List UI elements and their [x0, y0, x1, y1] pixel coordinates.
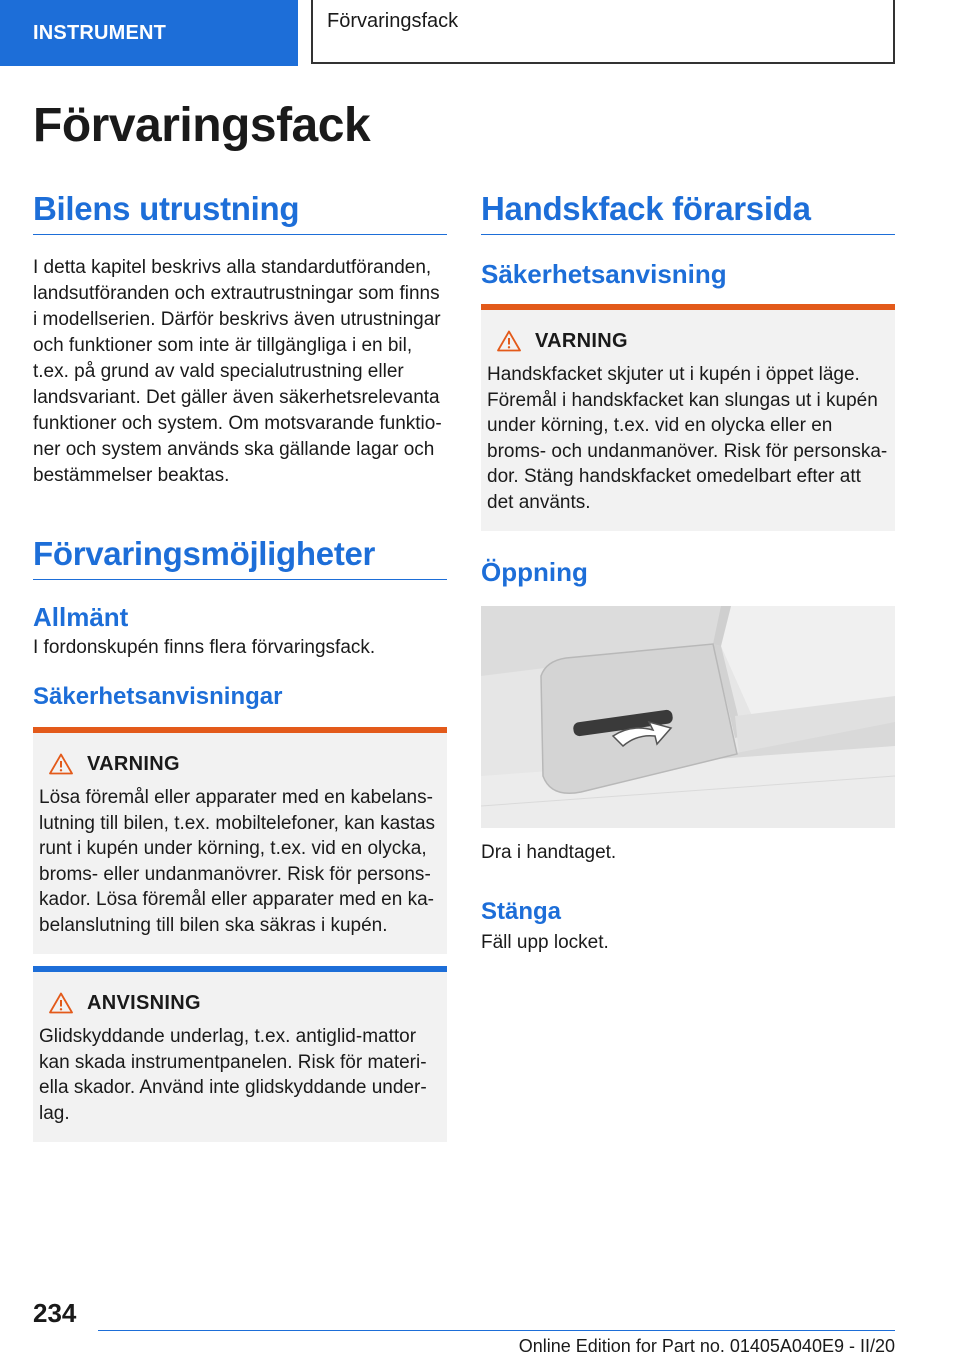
- glovebox-warning-label: VARNING: [535, 329, 628, 352]
- footer-edition: Online Edition for Part no. 01405A040E9 - II/20: [518, 1336, 895, 1356]
- figure-caption: Dra i handtaget.: [481, 842, 617, 863]
- storage-heading: Förvaringsmöjligheter: [33, 535, 447, 580]
- notice-box-header: [39, 986, 441, 1020]
- glovebox-warning-text: Handskfacket skjuter ut i kupén i öppet läge. Föremål i handskfacket kan slungas ut i kupén under körning, t.ex. vid en olycka eller en broms- och undanmanöver. Risk för personskador. Stäng handskfacket omedelbart efter att det använts.: [487, 364, 888, 513]
- equipment-heading: Bilens utrustning: [33, 190, 447, 235]
- close-heading: Stänga: [481, 898, 562, 925]
- right-column: [481, 190, 895, 956]
- warning-box: [33, 727, 447, 954]
- glovebox-warning-header: [487, 324, 889, 358]
- close-text: Fäll upp locket.: [481, 932, 609, 953]
- warning-triangle-icon: [497, 330, 521, 352]
- footer-divider: [98, 1330, 895, 1331]
- notice-box: [33, 966, 447, 1142]
- glovebox-figure: [481, 606, 895, 828]
- glovebox-heading: Handskfack förarsida: [481, 190, 895, 235]
- warning-text: Lösa föremål eller apparater med en kabelanslutning till bilen, t.ex. mobiltelefoner, kan kastas runt i kupén under körning, t.ex. vid en olycka, broms- eller undanmanövrer. Risk för personskador. Lösa föremål eller apparater med en kabelanslutning till bilen ska säkras i kupén.: [39, 787, 436, 936]
- page-title: Förvaringsfack: [33, 99, 371, 152]
- glovebox-illustration: [481, 606, 895, 828]
- equipment-text: I detta kapitel beskrivs alla standardutföranden, landsutföranden och extrautrustningar som finns i modellserien. Därför beskrivs även utrustningar och funktioner som inte är tillgängliga i en bil, t.ex. på grund av vald specialutrustning eller landsvariant. Det gäller även säkerhetsrelevanta funktioner och system. Om motsvarande funktioner och system används ska gällande lagar och bestämmelser beaktas.: [33, 257, 442, 486]
- warning-triangle-icon: [49, 753, 73, 775]
- notice-text: Glidskyddande underlag, t.ex. antiglid-mattor kan skada instrumentpanelen. Risk för materiella skador. Använd inte glidskyddande underlag.: [39, 1026, 427, 1124]
- left-column: [33, 190, 447, 1142]
- notice-label: ANVISNING: [87, 991, 201, 1014]
- safety-heading: Säkerhetsanvisningar: [33, 683, 283, 710]
- opening-heading: Öppning: [481, 557, 588, 587]
- general-text: I fordonskupén finns flera förvaringsfack.: [33, 637, 376, 658]
- glovebox-warning-box: [481, 304, 895, 531]
- warning-box-header: [39, 747, 441, 781]
- general-heading: Allmänt: [33, 602, 129, 632]
- page-header: [0, 0, 960, 66]
- topic-tab-label: Förvaringsfack: [327, 10, 459, 32]
- page-number: 234: [33, 1298, 77, 1328]
- warning-label: VARNING: [87, 752, 180, 775]
- glovebox-safety-heading: Säkerhetsanvisning: [481, 259, 727, 289]
- warning-triangle-icon: [49, 992, 73, 1014]
- topic-tab: [311, 0, 895, 64]
- section-tab[interactable]: INSTRUMENT: [0, 0, 298, 66]
